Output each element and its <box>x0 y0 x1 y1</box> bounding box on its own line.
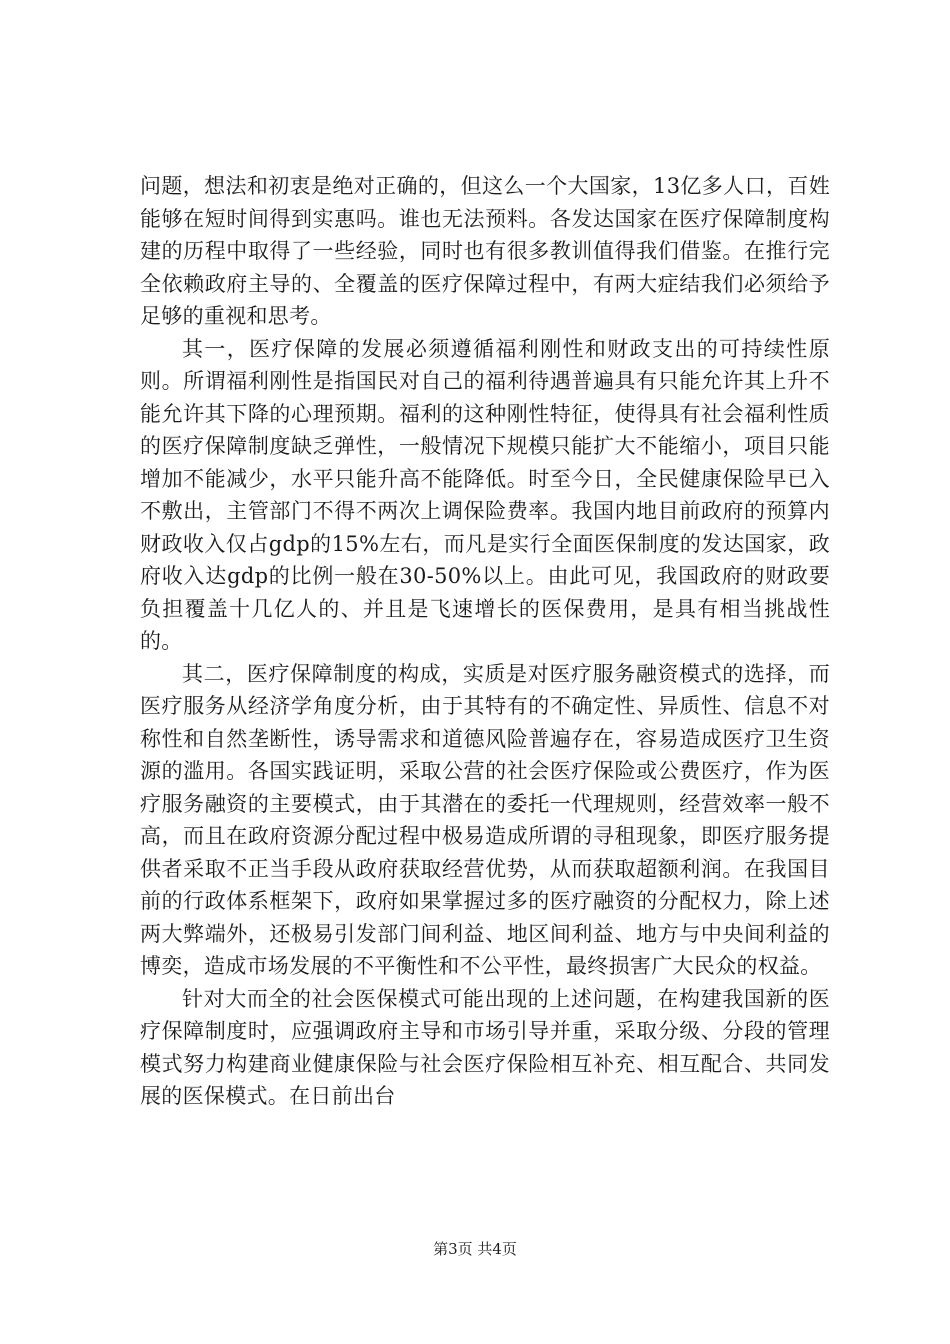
paragraph-first-point: 其一，医疗保障的发展必须遵循福利刚性和财政支出的可持续性原则。所谓福利刚性是指国民对自己的福利待遇普遍具有只能允许其上升不能允许其下降的心理预期。福利的这种刚性特征，使得具有社会福利性质的医疗保障制度缺乏弹性，一般情况下规模只能扩大不能缩小，项目只能增加不能减少，水平只能升高不能降低。时至今日，全民健康保险早已入不敷出，主管部门不得不两次上调保险费率。我国内地目前政府的预算内财政收入仅占gdp的15%左右，而凡是实行全面医保制度的发达国家，政府收入达gdp的比例一般在30-50%以上。由此可见，我国政府的财政要负担覆盖十几亿人的、并且是飞速增长的医保费用，是具有相当挑战性的。 <box>140 336 830 653</box>
document-body <box>140 170 830 1113</box>
paragraph-conclusion: 针对大而全的社会医保模式可能出现的上述问题，在构建我国新的医疗保障制度时，应强调政府主导和市场引导并重，采取分级、分段的管理模式努力构建商业健康保险与社会医疗保险相互补充、相互配合、共同发展的医保模式。在日前出台 <box>140 986 830 1108</box>
paragraph-continuation: 问题，想法和初衷是绝对正确的，但这么一个大国家，13亿多人口，百姓能够在短时间得到实惠吗。谁也无法预料。各发达国家在医疗保障制度构建的历程中取得了一些经验，同时也有很多教训值得我们借鉴。在推行完全依赖政府主导的、全覆盖的医疗保障过程中，有两大症结我们必须给予足够的重视和思考。 <box>140 174 830 328</box>
page-number-footer: 第3页 共4页 <box>433 1240 517 1258</box>
paragraph-second-point: 其二，医疗保障制度的构成，实质是对医疗服务融资模式的选择，而医疗服务从经济学角度分析，由于其特有的不确定性、异质性、信息不对称性和自然垄断性，诱导需求和道德风险普遍存在，容易造成医疗卫生资源的滥用。各国实践证明，采取公营的社会医疗保险或公费医疗，作为医疗服务融资的主要模式，由于其潜在的委托一代理规则，经营效率一般不高，而且在政府资源分配过程中极易造成所谓的寻租现象，即医疗服务提供者采取不正当手段从政府获取经营优势，从而获取超额利润。在我国目前的行政体系框架下，政府如果掌握过多的医疗融资的分配权力，除上述两大弊端外，还极易引发部门间利益、地区间利益、地方与中央间利益的博奕，造成市场发展的不平衡性和不公平性，最终损害广大民众的权益。 <box>140 661 830 978</box>
